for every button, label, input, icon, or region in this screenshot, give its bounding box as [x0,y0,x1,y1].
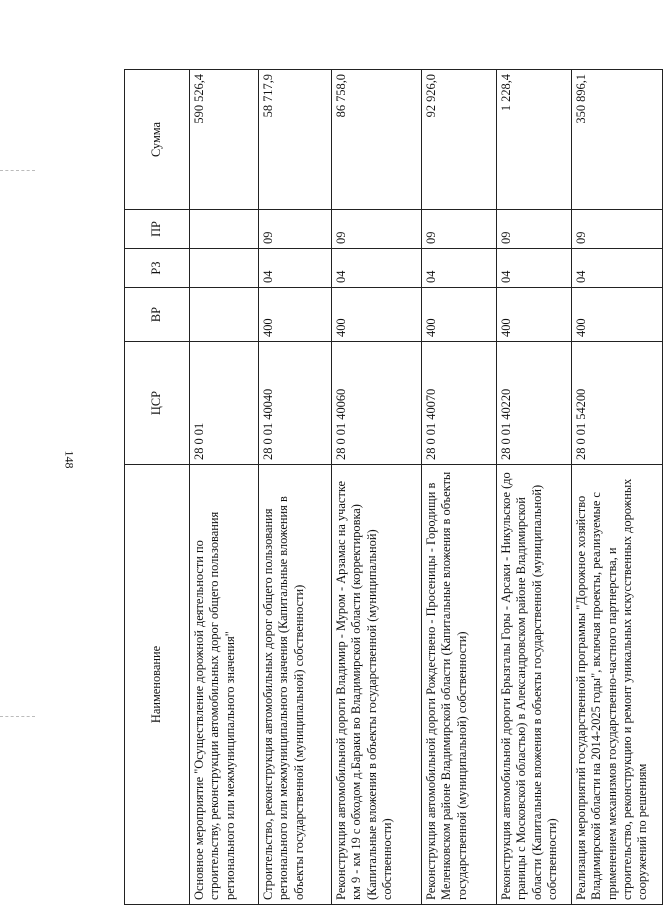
row-pr [190,210,259,249]
row-name [259,465,332,905]
table-row [572,70,663,905]
row-name-text: Основное мероприятие "Осуществление дорожной деятельности по строительству, реконструкции автомобильных дорог общего пользования регионального или межмуниципального значения" [192,511,237,900]
row-csr: 28 0 01 40220 [497,342,572,465]
header-rz: РЗ [125,249,190,288]
row-name [497,465,572,905]
row-name-text: Реконструкция автомобильной дороги Брызгалы Горы - Арсаки - Никульское (до границы с Московской областью) в Александровском районе Владимирской области (Капитальные вложения в объекты государственной (муниципальной) собственности) [499,472,559,900]
row-csr: 28 0 01 54200 [572,342,663,465]
row-rz: 04 [497,249,572,288]
table-row [422,70,497,905]
row-name [422,465,497,905]
row-vr: 400 [497,288,572,342]
row-pr: 09 [332,210,422,249]
row-vr: 400 [332,288,422,342]
row-pr: 09 [259,210,332,249]
scan-mark [0,170,35,171]
table-row [259,70,332,905]
row-rz: 04 [332,249,422,288]
row-csr: 28 0 01 40070 [422,342,497,465]
row-rz: 04 [259,249,332,288]
row-name-text: Реконструкция автомобильной дороги Владимир - Муром - Арзамас на участке км 9 - км 19 с обходом д.Бараки во Владимирской области (корректировка) (Капитальные вложения в объекты государственной (муниципальной) собственности) [334,480,394,900]
row-csr: 28 0 01 40060 [332,342,422,465]
row-name [190,465,259,905]
row-vr: 400 [259,288,332,342]
table-row [497,70,572,905]
header-vr: ВР [125,288,190,342]
scan-mark [0,716,35,717]
row-sum: 92 926,0 [422,70,497,210]
row-pr: 09 [422,210,497,249]
header-sum: Сумма [125,70,190,210]
row-csr: 28 0 01 [190,342,259,465]
row-vr: 400 [422,288,497,342]
header-csr: ЦСР [125,342,190,465]
table-header-row [125,70,190,905]
row-pr: 09 [497,210,572,249]
row-pr: 09 [572,210,663,249]
row-sum: 86 758,0 [332,70,422,210]
row-rz [190,249,259,288]
table-row [332,70,422,905]
header-name: Наименование [125,465,190,905]
row-sum: 590 526,4 [190,70,259,210]
row-rz: 04 [572,249,663,288]
rotated-page [124,70,650,905]
row-name-text: Строительство, реконструкция автомобильных дорог общего пользования регионального или межмуниципального значения (Капитальные вложения в объекты государственной (муниципальной) собственности) [261,496,306,900]
page-number: 148 [62,450,77,469]
row-csr: 28 0 01 40040 [259,342,332,465]
row-vr [190,288,259,342]
row-name [572,465,663,905]
row-name-text: Реализация мероприятий государственной программы "Дорожное хозяйство Владимирской области на 2014-2025 годы", включая проекты, реализуемые с применением механизмов государственно-частного партнерства, и строительство, реконструкцию и ремонт уникальных искусственных дорожных сооружений по решениям [574,478,650,900]
row-name-text: Реконструкция автомобильной дороги Рождествено - Просеницы - Городищи в Меленковском районе Владимирской области (Капитальные вложения в объекты государственной (муниципальной) собственности) [424,471,469,900]
row-rz: 04 [422,249,497,288]
row-name [332,465,422,905]
table-row [190,70,259,905]
row-sum: 58 717,9 [259,70,332,210]
row-vr: 400 [572,288,663,342]
row-sum: 350 896,1 [572,70,663,210]
budget-table [124,69,663,905]
header-pr: ПР [125,210,190,249]
row-sum: 1 228,4 [497,70,572,210]
